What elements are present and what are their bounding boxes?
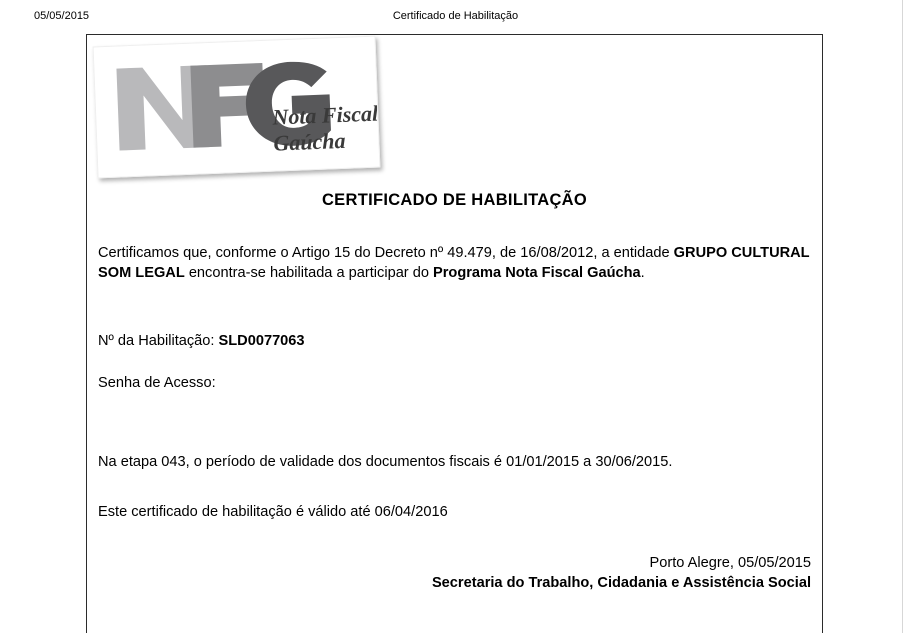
habilitacao-line bbox=[98, 331, 813, 351]
validade-line: Este certificado de habilitação é válido até 06/04/2016 bbox=[98, 504, 448, 520]
signature-organization: Secretaria do Trabalho, Cidadania e Assistência Social bbox=[431, 575, 811, 591]
signature-city-date: Porto Alegre, 05/05/2015 bbox=[649, 555, 811, 571]
entity-name: GRUPO CULTURAL SOM LEGAL bbox=[98, 245, 810, 281]
scrollbar-strip[interactable] bbox=[902, 0, 911, 633]
certificate-title: CERTIFICADO DE HABILITAÇÃO bbox=[321, 191, 588, 209]
certificate-sheet bbox=[86, 34, 823, 633]
senha-line bbox=[98, 373, 813, 393]
print-preview-header bbox=[0, 0, 911, 27]
certificate-intro-paragraph bbox=[98, 243, 813, 283]
nfg-logo-icon bbox=[94, 37, 380, 178]
habilitacao-number: SLD0077063 bbox=[218, 333, 305, 349]
print-header-title: Certificado de Habilitação bbox=[392, 10, 519, 22]
print-header-date: 05/05/2015 bbox=[34, 10, 90, 22]
habilitacao-label: Nº da Habilitação: bbox=[98, 333, 219, 349]
etapa-line: Na etapa 043, o período de validade dos documentos fiscais é 01/01/2015 a 30/06/2015. bbox=[98, 454, 673, 470]
nfg-logo bbox=[95, 41, 378, 173]
svg-text:Nota Fiscal: Nota Fiscal bbox=[271, 100, 379, 130]
intro-text-pre: Certificamos que, conforme o Artigo 15 do Decreto nº 49.479, de 16/08/2012, a entidade bbox=[98, 245, 674, 261]
senha-label: Senha de Acesso: bbox=[98, 375, 216, 391]
svg-text:Gaúcha: Gaúcha bbox=[272, 127, 346, 156]
intro-text-end: . bbox=[640, 265, 645, 281]
intro-text-mid: encontra-se habilitada a participar do bbox=[184, 265, 434, 281]
program-name: Programa Nota Fiscal Gaúcha bbox=[433, 265, 641, 281]
